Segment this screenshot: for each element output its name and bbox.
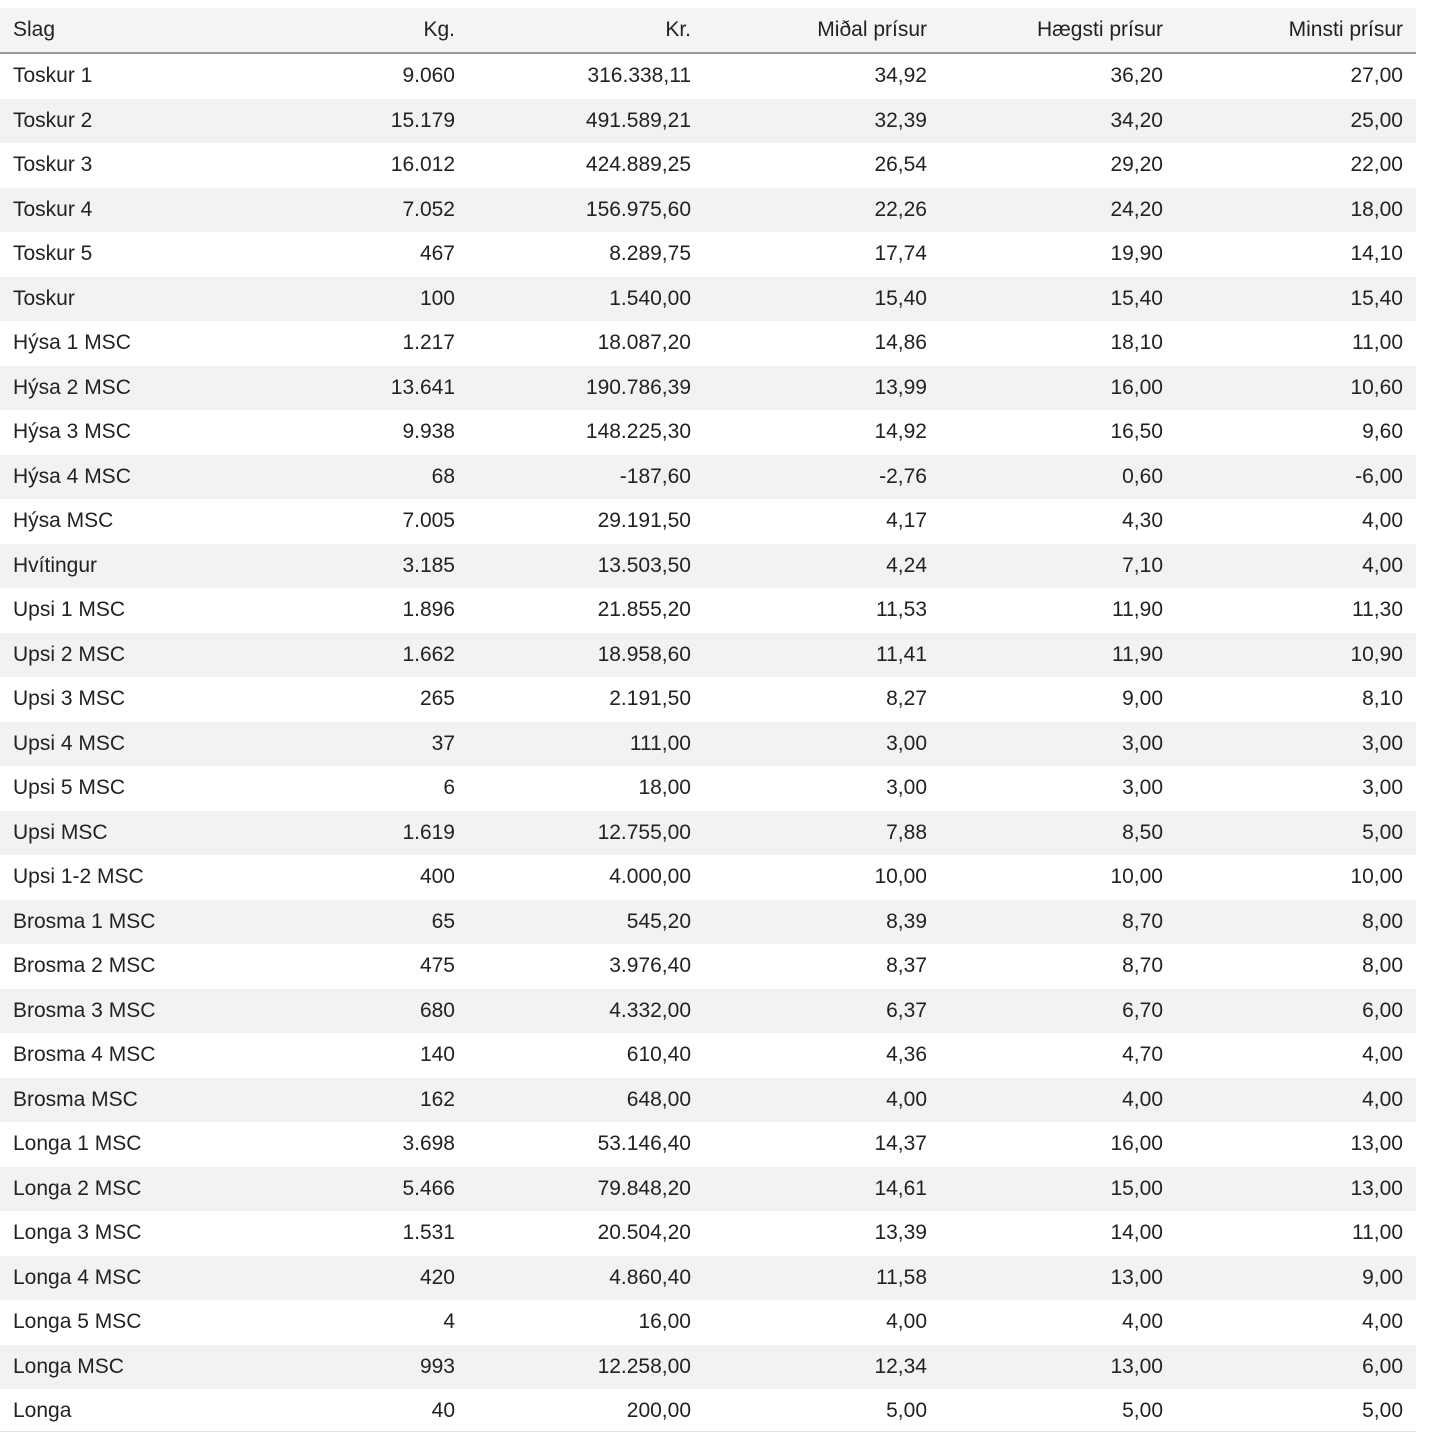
cell-kr: 4.332,00 (468, 989, 704, 1034)
table-row (0, 1033, 1416, 1078)
table-row (0, 588, 1416, 633)
cell-kr: 3.976,40 (468, 944, 704, 989)
cell-kg: 6 (240, 766, 468, 811)
cell-kg: 3.698 (240, 1122, 468, 1167)
cell-average-price: 10,00 (704, 855, 940, 900)
table-header (0, 8, 1416, 53)
cell-kg: 5.466 (240, 1167, 468, 1212)
cell-kg: 16.012 (240, 143, 468, 188)
cell-lowest-price: -6,00 (1176, 455, 1416, 500)
cell-highest-price: 16,00 (940, 366, 1176, 411)
cell-species: Hýsa 2 MSC (0, 366, 240, 411)
cell-lowest-price: 14,10 (1176, 232, 1416, 277)
table-row (0, 53, 1416, 99)
table-row (0, 1389, 1416, 1434)
cell-average-price: 4,17 (704, 499, 940, 544)
cell-species: Brosma MSC (0, 1078, 240, 1123)
cell-average-price: 4,24 (704, 544, 940, 589)
table-row (0, 321, 1416, 366)
cell-average-price: 8,37 (704, 944, 940, 989)
table-row (0, 499, 1416, 544)
table-row (0, 633, 1416, 678)
column-header-average-price[interactable]: Miðal prísur (704, 8, 940, 53)
table-row (0, 677, 1416, 722)
cell-species: Brosma 4 MSC (0, 1033, 240, 1078)
cell-highest-price: 9,00 (940, 677, 1176, 722)
cell-highest-price: 18,10 (940, 321, 1176, 366)
cell-species: Longa (0, 1389, 240, 1434)
cell-average-price: 11,41 (704, 633, 940, 678)
cell-highest-price: 7,10 (940, 544, 1176, 589)
cell-highest-price: 4,00 (940, 1300, 1176, 1345)
cell-average-price: 8,27 (704, 677, 940, 722)
cell-lowest-price: 11,30 (1176, 588, 1416, 633)
cell-lowest-price: 5,00 (1176, 1389, 1416, 1434)
cell-highest-price: 10,00 (940, 855, 1176, 900)
cell-lowest-price: 25,00 (1176, 99, 1416, 144)
table-row (0, 1167, 1416, 1212)
cell-lowest-price: 11,00 (1176, 321, 1416, 366)
cell-average-price: 4,00 (704, 1078, 940, 1123)
table-body (0, 53, 1416, 1434)
cell-species: Upsi 1 MSC (0, 588, 240, 633)
table-row (0, 855, 1416, 900)
column-header-lowest-price[interactable]: Minsti prísur (1176, 8, 1416, 53)
cell-kr: 610,40 (468, 1033, 704, 1078)
cell-highest-price: 19,90 (940, 232, 1176, 277)
cell-average-price: 14,61 (704, 1167, 940, 1212)
cell-lowest-price: 15,40 (1176, 277, 1416, 322)
cell-average-price: 11,58 (704, 1256, 940, 1301)
cell-average-price: 15,40 (704, 277, 940, 322)
cell-lowest-price: 4,00 (1176, 544, 1416, 589)
cell-kr: 4.000,00 (468, 855, 704, 900)
cell-species: Toskur 5 (0, 232, 240, 277)
cell-species: Hýsa 3 MSC (0, 410, 240, 455)
cell-kg: 140 (240, 1033, 468, 1078)
cell-kg: 68 (240, 455, 468, 500)
cell-kg: 3.185 (240, 544, 468, 589)
cell-kr: 111,00 (468, 722, 704, 767)
cell-lowest-price: 4,00 (1176, 499, 1416, 544)
cell-kr: 545,20 (468, 900, 704, 945)
cell-highest-price: 6,70 (940, 989, 1176, 1034)
cell-lowest-price: 13,00 (1176, 1122, 1416, 1167)
cell-average-price: 11,53 (704, 588, 940, 633)
column-header-highest-price[interactable]: Hægsti prísur (940, 8, 1176, 53)
cell-highest-price: 8,70 (940, 944, 1176, 989)
cell-lowest-price: 10,90 (1176, 633, 1416, 678)
cell-kg: 1.662 (240, 633, 468, 678)
cell-kr: -187,60 (468, 455, 704, 500)
cell-highest-price: 5,00 (940, 1389, 1176, 1434)
cell-species: Brosma 1 MSC (0, 900, 240, 945)
cell-average-price: 4,00 (704, 1300, 940, 1345)
table-row (0, 766, 1416, 811)
cell-highest-price: 29,20 (940, 143, 1176, 188)
cell-species: Hýsa MSC (0, 499, 240, 544)
cell-species: Brosma 3 MSC (0, 989, 240, 1034)
cell-species: Upsi 1-2 MSC (0, 855, 240, 900)
cell-kr: 148.225,30 (468, 410, 704, 455)
cell-highest-price: 15,40 (940, 277, 1176, 322)
cell-species: Toskur 4 (0, 188, 240, 233)
cell-highest-price: 11,90 (940, 588, 1176, 633)
cell-species: Upsi 3 MSC (0, 677, 240, 722)
cell-kg: 9.938 (240, 410, 468, 455)
cell-kg: 680 (240, 989, 468, 1034)
cell-average-price: 3,00 (704, 722, 940, 767)
cell-kg: 400 (240, 855, 468, 900)
cell-lowest-price: 18,00 (1176, 188, 1416, 233)
cell-kg: 993 (240, 1345, 468, 1390)
cell-species: Hýsa 1 MSC (0, 321, 240, 366)
cell-lowest-price: 8,10 (1176, 677, 1416, 722)
cell-highest-price: 15,00 (940, 1167, 1176, 1212)
cell-species: Upsi 5 MSC (0, 766, 240, 811)
cell-kg: 15.179 (240, 99, 468, 144)
cell-average-price: 13,39 (704, 1211, 940, 1256)
cell-average-price: 17,74 (704, 232, 940, 277)
price-table (0, 8, 1416, 1434)
cell-kr: 18.087,20 (468, 321, 704, 366)
cell-kg: 1.896 (240, 588, 468, 633)
table-row (0, 1345, 1416, 1390)
cell-kr: 200,00 (468, 1389, 704, 1434)
cell-kr: 16,00 (468, 1300, 704, 1345)
cell-lowest-price: 9,60 (1176, 410, 1416, 455)
table-row (0, 99, 1416, 144)
cell-species: Toskur 3 (0, 143, 240, 188)
cell-highest-price: 24,20 (940, 188, 1176, 233)
cell-average-price: 14,37 (704, 1122, 940, 1167)
cell-kr: 13.503,50 (468, 544, 704, 589)
cell-highest-price: 13,00 (940, 1345, 1176, 1390)
cell-species: Longa 4 MSC (0, 1256, 240, 1301)
cell-kg: 1.217 (240, 321, 468, 366)
cell-kg: 9.060 (240, 53, 468, 99)
cell-average-price: 22,26 (704, 188, 940, 233)
cell-lowest-price: 10,60 (1176, 366, 1416, 411)
cell-highest-price: 4,00 (940, 1078, 1176, 1123)
cell-highest-price: 3,00 (940, 722, 1176, 767)
cell-kg: 65 (240, 900, 468, 945)
cell-lowest-price: 6,00 (1176, 989, 1416, 1034)
cell-kg: 100 (240, 277, 468, 322)
cell-species: Longa MSC (0, 1345, 240, 1390)
cell-highest-price: 4,70 (940, 1033, 1176, 1078)
cell-lowest-price: 8,00 (1176, 944, 1416, 989)
cell-species: Upsi 4 MSC (0, 722, 240, 767)
cell-lowest-price: 9,00 (1176, 1256, 1416, 1301)
cell-average-price: 26,54 (704, 143, 940, 188)
cell-kr: 29.191,50 (468, 499, 704, 544)
cell-lowest-price: 3,00 (1176, 766, 1416, 811)
table-row (0, 1300, 1416, 1345)
column-header-kr[interactable]: Kr. (468, 8, 704, 53)
cell-kr: 491.589,21 (468, 99, 704, 144)
cell-highest-price: 14,00 (940, 1211, 1176, 1256)
cell-species: Toskur 1 (0, 53, 240, 99)
cell-kg: 37 (240, 722, 468, 767)
cell-kr: 12.258,00 (468, 1345, 704, 1390)
cell-highest-price: 8,70 (940, 900, 1176, 945)
column-header-kg[interactable]: Kg. (240, 8, 468, 53)
table-row (0, 989, 1416, 1034)
cell-kg: 7.052 (240, 188, 468, 233)
cell-lowest-price: 22,00 (1176, 143, 1416, 188)
table-row (0, 944, 1416, 989)
table-row (0, 1078, 1416, 1123)
cell-average-price: 4,36 (704, 1033, 940, 1078)
cell-average-price: 12,34 (704, 1345, 940, 1390)
cell-kg: 265 (240, 677, 468, 722)
cell-average-price: 14,86 (704, 321, 940, 366)
cell-average-price: 8,39 (704, 900, 940, 945)
table-row (0, 1211, 1416, 1256)
cell-kr: 12.755,00 (468, 811, 704, 856)
table-row (0, 143, 1416, 188)
table-row (0, 277, 1416, 322)
cell-kr: 20.504,20 (468, 1211, 704, 1256)
cell-kg: 13.641 (240, 366, 468, 411)
cell-lowest-price: 4,00 (1176, 1078, 1416, 1123)
cell-species: Longa 2 MSC (0, 1167, 240, 1212)
cell-lowest-price: 6,00 (1176, 1345, 1416, 1390)
cell-average-price: 7,88 (704, 811, 940, 856)
cell-species: Longa 5 MSC (0, 1300, 240, 1345)
cell-kg: 162 (240, 1078, 468, 1123)
cell-kr: 424.889,25 (468, 143, 704, 188)
cell-species: Longa 1 MSC (0, 1122, 240, 1167)
cell-kr: 53.146,40 (468, 1122, 704, 1167)
cell-kg: 1.619 (240, 811, 468, 856)
cell-kg: 475 (240, 944, 468, 989)
cell-kr: 79.848,20 (468, 1167, 704, 1212)
cell-lowest-price: 10,00 (1176, 855, 1416, 900)
cell-kr: 21.855,20 (468, 588, 704, 633)
cell-kr: 156.975,60 (468, 188, 704, 233)
table-row (0, 811, 1416, 856)
table-bottom-divider (0, 1431, 1416, 1432)
cell-highest-price: 16,00 (940, 1122, 1176, 1167)
cell-kr: 316.338,11 (468, 53, 704, 99)
table-row (0, 188, 1416, 233)
cell-average-price: 34,92 (704, 53, 940, 99)
table-row (0, 455, 1416, 500)
table-row (0, 900, 1416, 945)
table-row (0, 410, 1416, 455)
cell-kr: 18,00 (468, 766, 704, 811)
table-row (0, 232, 1416, 277)
cell-highest-price: 16,50 (940, 410, 1176, 455)
cell-lowest-price: 8,00 (1176, 900, 1416, 945)
cell-lowest-price: 4,00 (1176, 1033, 1416, 1078)
cell-highest-price: 3,00 (940, 766, 1176, 811)
header-row (0, 8, 1416, 53)
cell-average-price: -2,76 (704, 455, 940, 500)
cell-lowest-price: 5,00 (1176, 811, 1416, 856)
table-row (0, 366, 1416, 411)
cell-highest-price: 34,20 (940, 99, 1176, 144)
cell-lowest-price: 4,00 (1176, 1300, 1416, 1345)
cell-highest-price: 8,50 (940, 811, 1176, 856)
cell-kr: 8.289,75 (468, 232, 704, 277)
table-row (0, 544, 1416, 589)
cell-average-price: 6,37 (704, 989, 940, 1034)
cell-species: Upsi MSC (0, 811, 240, 856)
column-header-slag[interactable]: Slag (0, 8, 240, 53)
cell-kg: 420 (240, 1256, 468, 1301)
cell-average-price: 5,00 (704, 1389, 940, 1434)
cell-species: Toskur 2 (0, 99, 240, 144)
cell-kr: 648,00 (468, 1078, 704, 1123)
cell-lowest-price: 11,00 (1176, 1211, 1416, 1256)
cell-species: Hvítingur (0, 544, 240, 589)
cell-highest-price: 4,30 (940, 499, 1176, 544)
cell-kr: 190.786,39 (468, 366, 704, 411)
cell-kr: 18.958,60 (468, 633, 704, 678)
cell-lowest-price: 27,00 (1176, 53, 1416, 99)
cell-average-price: 13,99 (704, 366, 940, 411)
cell-kg: 7.005 (240, 499, 468, 544)
cell-species: Longa 3 MSC (0, 1211, 240, 1256)
table-row (0, 722, 1416, 767)
cell-kr: 4.860,40 (468, 1256, 704, 1301)
cell-highest-price: 0,60 (940, 455, 1176, 500)
cell-species: Brosma 2 MSC (0, 944, 240, 989)
cell-kr: 1.540,00 (468, 277, 704, 322)
table-row (0, 1122, 1416, 1167)
cell-lowest-price: 3,00 (1176, 722, 1416, 767)
cell-lowest-price: 13,00 (1176, 1167, 1416, 1212)
cell-kg: 40 (240, 1389, 468, 1434)
cell-kg: 467 (240, 232, 468, 277)
cell-highest-price: 11,90 (940, 633, 1176, 678)
cell-average-price: 3,00 (704, 766, 940, 811)
cell-kg: 1.531 (240, 1211, 468, 1256)
cell-kr: 2.191,50 (468, 677, 704, 722)
cell-average-price: 14,92 (704, 410, 940, 455)
cell-species: Hýsa 4 MSC (0, 455, 240, 500)
cell-highest-price: 36,20 (940, 53, 1176, 99)
cell-average-price: 32,39 (704, 99, 940, 144)
cell-kg: 4 (240, 1300, 468, 1345)
table-row (0, 1256, 1416, 1301)
cell-species: Toskur (0, 277, 240, 322)
cell-species: Upsi 2 MSC (0, 633, 240, 678)
price-table-container (0, 8, 1416, 1434)
cell-highest-price: 13,00 (940, 1256, 1176, 1301)
